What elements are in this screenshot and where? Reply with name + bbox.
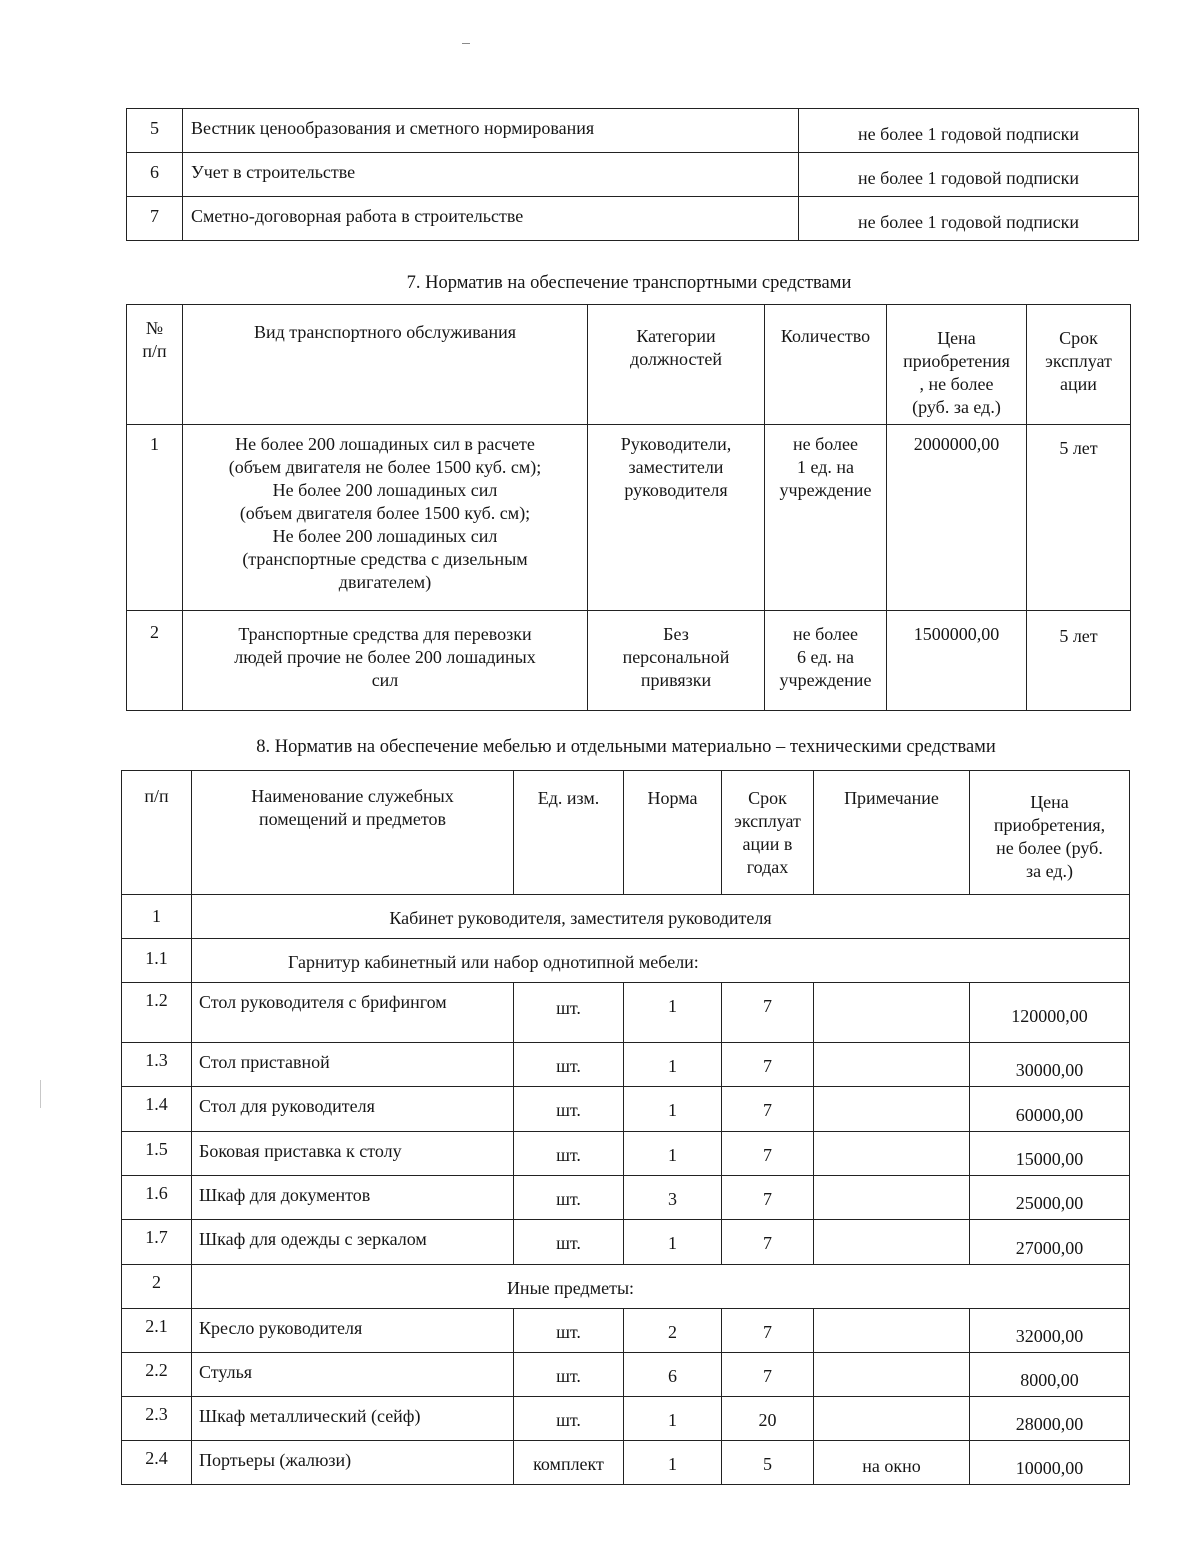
table-row bbox=[122, 1176, 1130, 1220]
table-row bbox=[127, 153, 1139, 197]
item-term: 7 bbox=[722, 1087, 814, 1132]
item-name: Боковая приставка к столу bbox=[192, 1132, 514, 1176]
item-unit: шт. bbox=[514, 1043, 624, 1087]
transport-type: Транспортные средства для перевозки людей прочие не более 200 лошадиных сил bbox=[183, 611, 588, 711]
item-norm: 1 bbox=[624, 1441, 722, 1485]
position-category: Руководители, заместители руководителя bbox=[588, 425, 765, 611]
item-term: 7 bbox=[722, 1176, 814, 1220]
col-header-number: п/п bbox=[122, 771, 192, 895]
item-name: Стол руководителя с брифингом bbox=[192, 983, 514, 1043]
section-8-title: 8. Норматив на обеспечение мебелью и отдельными материально – техническими средствами bbox=[256, 737, 996, 757]
col-header-term: Срок эксплуат ации в годах bbox=[722, 771, 814, 895]
quantity: не более 6 ед. на учреждение bbox=[765, 611, 887, 711]
row-number: 1 bbox=[122, 895, 192, 939]
item-price: 15000,00 bbox=[970, 1132, 1130, 1176]
row-number: 2.2 bbox=[122, 1353, 192, 1397]
table-row bbox=[122, 1353, 1130, 1397]
col-header-number: № п/п bbox=[127, 305, 183, 425]
col-header-name: Наименование служебных помещений и предметов bbox=[192, 771, 514, 895]
row-number: 1.3 bbox=[122, 1043, 192, 1087]
item-name: Портьеры (жалюзи) bbox=[192, 1441, 514, 1485]
item-name: Стол для руководителя bbox=[192, 1087, 514, 1132]
row-number: 2 bbox=[122, 1265, 192, 1309]
item-note bbox=[814, 1309, 970, 1353]
item-term: 7 bbox=[722, 1132, 814, 1176]
table-row bbox=[127, 425, 1131, 611]
term: 5 лет bbox=[1027, 611, 1131, 711]
item-note: на окно bbox=[814, 1441, 970, 1485]
item-unit: шт. bbox=[514, 1220, 624, 1265]
item-price: 30000,00 bbox=[970, 1043, 1130, 1087]
subscription-norm: не более 1 годовой подписки bbox=[799, 197, 1139, 241]
item-name: Стулья bbox=[192, 1353, 514, 1397]
item-norm: 1 bbox=[624, 1397, 722, 1441]
group-title: Иные предметы: bbox=[192, 1265, 1130, 1309]
publication-name: Вестник ценообразования и сметного нормирования bbox=[183, 109, 799, 153]
scan-artifact bbox=[40, 1080, 41, 1108]
item-name: Шкаф для документов bbox=[192, 1176, 514, 1220]
row-number: 1 bbox=[127, 425, 183, 611]
table-row bbox=[127, 611, 1131, 711]
item-norm: 1 bbox=[624, 1220, 722, 1265]
item-note bbox=[814, 1132, 970, 1176]
subscription-norm: не более 1 годовой подписки bbox=[799, 153, 1139, 197]
item-term: 7 bbox=[722, 1353, 814, 1397]
row-number: 1.2 bbox=[122, 983, 192, 1043]
transport-table bbox=[126, 304, 1131, 711]
item-unit: шт. bbox=[514, 1353, 624, 1397]
item-unit: комплект bbox=[514, 1441, 624, 1485]
group-row bbox=[122, 895, 1130, 939]
item-unit: шт. bbox=[514, 1087, 624, 1132]
item-unit: шт. bbox=[514, 1309, 624, 1353]
row-number: 1.7 bbox=[122, 1220, 192, 1265]
section-7-title: 7. Норматив на обеспечение транспортными средствами bbox=[406, 273, 852, 293]
quantity: не более 1 ед. на учреждение bbox=[765, 425, 887, 611]
item-name: Шкаф для одежды с зеркалом bbox=[192, 1220, 514, 1265]
publication-name: Учет в строительстве bbox=[183, 153, 799, 197]
item-price: 28000,00 bbox=[970, 1397, 1130, 1441]
row-number: 1.6 bbox=[122, 1176, 192, 1220]
row-number: 2.4 bbox=[122, 1441, 192, 1485]
term: 5 лет bbox=[1027, 425, 1131, 611]
col-header-norm: Норма bbox=[624, 771, 722, 895]
col-header-term: Срок эксплуат ации bbox=[1027, 305, 1131, 425]
item-term: 7 bbox=[722, 1220, 814, 1265]
item-name: Кресло руководителя bbox=[192, 1309, 514, 1353]
table-row bbox=[122, 1441, 1130, 1485]
item-price: 8000,00 bbox=[970, 1353, 1130, 1397]
table-row bbox=[122, 1043, 1130, 1087]
item-term: 7 bbox=[722, 1043, 814, 1087]
item-note bbox=[814, 1220, 970, 1265]
item-price: 25000,00 bbox=[970, 1176, 1130, 1220]
price: 1500000,00 bbox=[887, 611, 1027, 711]
subgroup-row bbox=[122, 939, 1130, 983]
item-norm: 6 bbox=[624, 1353, 722, 1397]
group-title: Кабинет руководителя, заместителя руководителя bbox=[192, 895, 1130, 939]
item-price: 10000,00 bbox=[970, 1441, 1130, 1485]
table-row bbox=[122, 1309, 1130, 1353]
item-note bbox=[814, 1397, 970, 1441]
col-header-unit: Ед. изм. bbox=[514, 771, 624, 895]
scan-artifact bbox=[462, 43, 470, 44]
item-name: Шкаф металлический (сейф) bbox=[192, 1397, 514, 1441]
item-note bbox=[814, 1176, 970, 1220]
table-header bbox=[122, 771, 1130, 895]
item-term: 5 bbox=[722, 1441, 814, 1485]
item-note bbox=[814, 1353, 970, 1397]
table-row bbox=[122, 1220, 1130, 1265]
publication-name: Сметно-договорная работа в строительстве bbox=[183, 197, 799, 241]
item-unit: шт. bbox=[514, 1132, 624, 1176]
item-norm: 2 bbox=[624, 1309, 722, 1353]
col-header-transport-type: Вид транспортного обслуживания bbox=[183, 305, 588, 425]
item-note bbox=[814, 983, 970, 1043]
row-number: 1.1 bbox=[122, 939, 192, 983]
row-number: 7 bbox=[127, 197, 183, 241]
row-number: 2.1 bbox=[122, 1309, 192, 1353]
col-header-note: Примечание bbox=[814, 771, 970, 895]
row-number: 1.4 bbox=[122, 1087, 192, 1132]
item-price: 27000,00 bbox=[970, 1220, 1130, 1265]
item-price: 32000,00 bbox=[970, 1309, 1130, 1353]
row-number: 5 bbox=[127, 109, 183, 153]
table-row bbox=[127, 109, 1139, 153]
item-unit: шт. bbox=[514, 1397, 624, 1441]
row-number: 1.5 bbox=[122, 1132, 192, 1176]
col-header-quantity: Количество bbox=[765, 305, 887, 425]
row-number: 6 bbox=[127, 153, 183, 197]
item-norm: 3 bbox=[624, 1176, 722, 1220]
table-row bbox=[122, 983, 1130, 1043]
subscriptions-table bbox=[126, 108, 1139, 241]
item-price: 60000,00 bbox=[970, 1087, 1130, 1132]
item-name: Стол приставной bbox=[192, 1043, 514, 1087]
price: 2000000,00 bbox=[887, 425, 1027, 611]
item-term: 20 bbox=[722, 1397, 814, 1441]
transport-type: Не более 200 лошадиных сил в расчете (объем двигателя не более 1500 куб. см); Не более 200 лошадиных сил (объем двигателя более 1500 куб. см); Не более 200 лошадиных сил (транспортные средства с дизельным двигателем) bbox=[183, 425, 588, 611]
item-norm: 1 bbox=[624, 1043, 722, 1087]
item-note bbox=[814, 1043, 970, 1087]
row-number: 2 bbox=[127, 611, 183, 711]
subscription-norm: не более 1 годовой подписки bbox=[799, 109, 1139, 153]
table-row bbox=[122, 1397, 1130, 1441]
table-header bbox=[127, 305, 1131, 425]
item-term: 7 bbox=[722, 983, 814, 1043]
item-note bbox=[814, 1087, 970, 1132]
col-header-price: Цена приобретения, не более (руб. за ед.) bbox=[970, 771, 1130, 895]
item-unit: шт. bbox=[514, 1176, 624, 1220]
col-header-positions: Категории должностей bbox=[588, 305, 765, 425]
group-row bbox=[122, 1265, 1130, 1309]
item-norm: 1 bbox=[624, 1132, 722, 1176]
item-term: 7 bbox=[722, 1309, 814, 1353]
item-norm: 1 bbox=[624, 1087, 722, 1132]
item-unit: шт. bbox=[514, 983, 624, 1043]
col-header-price: Цена приобретения , не более (руб. за ед.) bbox=[887, 305, 1027, 425]
row-number: 2.3 bbox=[122, 1397, 192, 1441]
subgroup-title: Гарнитур кабинетный или набор однотипной мебели: bbox=[192, 939, 1130, 983]
table-row bbox=[122, 1087, 1130, 1132]
furniture-table bbox=[121, 770, 1130, 1485]
position-category: Без персональной привязки bbox=[588, 611, 765, 711]
table-row bbox=[122, 1132, 1130, 1176]
item-norm: 1 bbox=[624, 983, 722, 1043]
item-price: 120000,00 bbox=[970, 983, 1130, 1043]
table-row bbox=[127, 197, 1139, 241]
